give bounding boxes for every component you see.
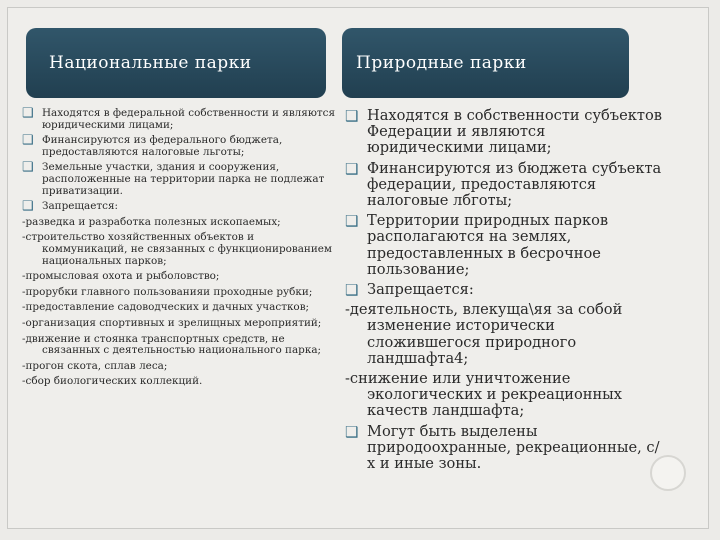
list-item-text: Финансируются из федерального бюджета, предоставляются налоговые льготы;: [42, 134, 283, 158]
list-item: [345, 371, 663, 420]
square-bullet-icon: ❑: [22, 133, 34, 149]
list-item-text: Находятся в собственности субъектов Федерации и являются юридическими лицами;: [367, 107, 662, 157]
list-item: [22, 334, 338, 357]
list-item-text: -предоставление садоводческих и дачных участков;: [22, 301, 310, 314]
list-item: [345, 108, 663, 157]
header-natural-parks: [342, 28, 629, 98]
list-item-text: -строительство хозяйственных объектов и коммуникаций, не связанных с функционированием национальных парков;: [22, 231, 332, 267]
list-item-text: -снижение или уничтожение экологических и рекреационных качеств ландшафта;: [345, 370, 623, 420]
list-item: [22, 271, 338, 283]
list-item: [22, 108, 338, 131]
list-item: [345, 424, 663, 473]
list-item-text: -прогон скота, сплав леса;: [22, 359, 168, 372]
square-bullet-icon: ❑: [345, 281, 359, 300]
list-item: [22, 135, 338, 158]
list-item: [22, 232, 338, 267]
list-item: [22, 162, 338, 197]
header-national-parks: [26, 28, 326, 98]
list-item: [22, 318, 338, 330]
list-item-text: Запрещается:: [42, 200, 119, 213]
list-item-text: Финансируются из бюджета субъекта федерации, предоставляются налоговые лбготы;: [367, 159, 662, 210]
list-item-text: -движение и стоянка транспортных средств, не связанных с деятельностью национального парка;: [22, 332, 322, 357]
list-item-text: Могут быть выделены природоохранные, рекреационные, с/х и иные зоны.: [367, 422, 660, 473]
square-bullet-icon: ❑: [345, 159, 359, 178]
natural-parks-list: [345, 108, 663, 476]
square-bullet-icon: ❑: [345, 212, 359, 231]
list-item-text: Территории природных парков располагаются на землях, предоставленных в бесрочное пользование;: [367, 212, 609, 278]
square-bullet-icon: ❑: [22, 160, 34, 176]
national-parks-list: [22, 108, 338, 392]
list-item: [345, 302, 663, 367]
list-item: [22, 287, 338, 299]
list-item-text: -прорубки главного пользованияи проходные рубки;: [22, 285, 313, 298]
square-bullet-icon: ❑: [345, 107, 359, 125]
list-item-text: -разведка и разработка полезных ископаемых;: [22, 215, 281, 228]
list-item: [22, 217, 338, 229]
header-natural-parks-label: Природные парки: [356, 53, 527, 73]
list-item-text: -промысловая охота и рыболовство;: [22, 270, 220, 283]
header-national-parks-label: Национальные парки: [49, 53, 252, 73]
list-item-text: Находятся в федеральной собственности и являются юридическими лицами;: [42, 107, 336, 131]
list-item: [345, 282, 663, 298]
list-item: [345, 161, 663, 210]
decorative-circle: [650, 455, 686, 491]
list-item-text: -деятельность, влекуща\яя за собой изменение исторически сложившегося природного ландшафта4;: [345, 301, 623, 367]
square-bullet-icon: ❑: [345, 422, 359, 441]
list-item: [345, 213, 663, 278]
list-item-text: -организация спортивных и зрелищных мероприятий;: [22, 316, 322, 329]
list-item: [22, 361, 338, 373]
list-item-text: Земельные участки, здания и сооружения, расположенные на территории парка не подлежат приватизации.: [42, 161, 325, 197]
list-item: [22, 201, 338, 213]
square-bullet-icon: ❑: [22, 199, 34, 215]
list-item-text: Запрещается:: [367, 281, 474, 299]
list-item-text: -сбор биологических коллекций.: [22, 375, 203, 388]
square-bullet-icon: ❑: [22, 106, 34, 121]
list-item: [22, 302, 338, 314]
list-item: [22, 376, 338, 388]
